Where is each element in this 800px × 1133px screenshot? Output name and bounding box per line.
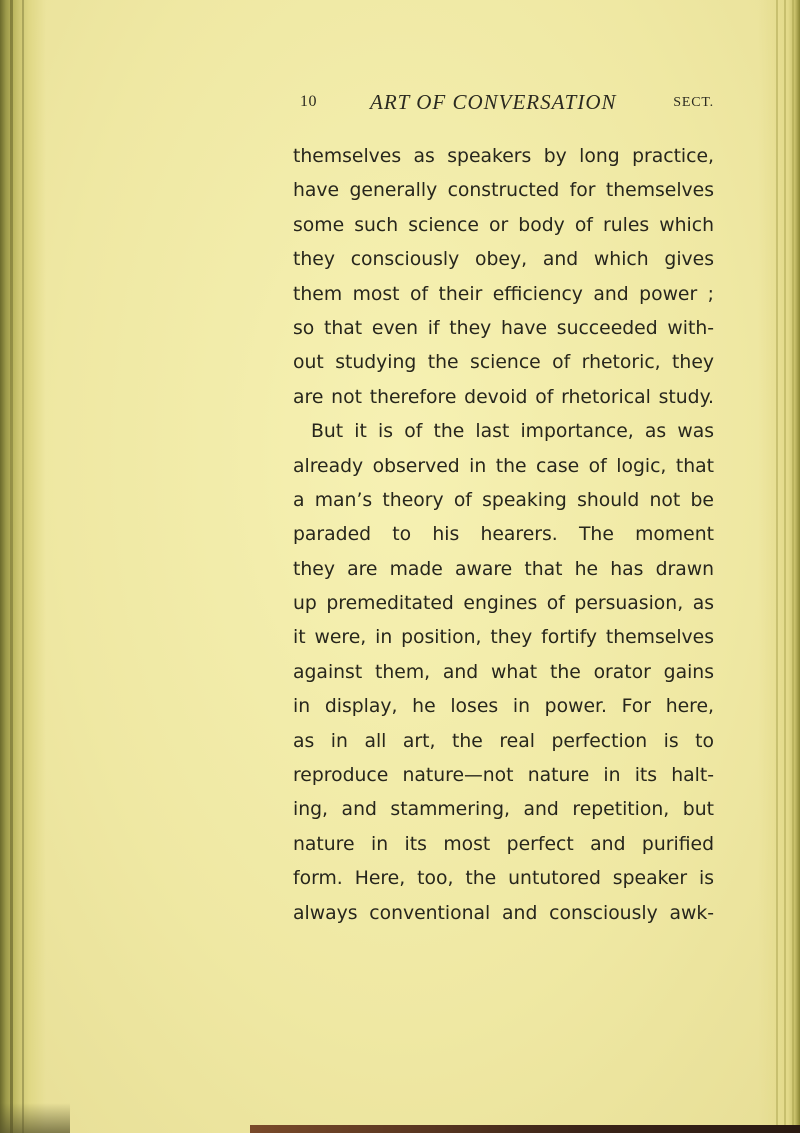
binding-shadow-line [10,0,13,1133]
text-line: always conventional and consciously awk- [293,902,714,924]
text-line: up premeditated engines of persuasion, as [293,593,714,615]
text-line: in display, he loses in power. For here, [293,696,714,718]
page-number: 10 [300,93,317,110]
binding-shadow-line-secondary [22,0,24,1133]
text-line: them most of their efficiency and power ; [293,283,714,305]
text-line: as in all art, the real perfection is to [293,730,714,752]
text-line: ing, and stammering, and repetition, but [293,799,714,821]
text-line: are not therefore devoid of rhetorical study. [293,386,714,408]
page-edges [758,0,800,1133]
text-line: have generally constructed for themselves [293,180,714,202]
text-line: paraded to his hearers. The moment [293,524,714,546]
text-line: some such science or body of rules which [293,214,714,236]
text-line: themselves as speakers by long practice, [293,146,714,167]
bottom-edge-shadow [250,1125,800,1133]
text-line: it were, in position, they fortify themselves [293,627,714,649]
text-line: so that even if they have succeeded with- [293,317,714,339]
text-line: out studying the science of rhetoric, they [293,352,714,374]
text-line: against them, and what the orator gains [293,661,714,683]
page-edge-line [776,0,778,1133]
text-line: form. Here, too, the untutored speaker is [293,868,714,890]
page-edge-line [792,0,794,1133]
text-line: But it is of the last importance, as was [311,421,714,443]
running-header [300,90,714,117]
text-line: reproduce nature—not nature in its halt- [293,765,714,787]
binding-gutter [0,0,46,1133]
text-line: nature in its most perfect and purified [293,833,714,855]
text-line: a man’s theory of speaking should not be [293,489,714,511]
section-label: SECT. [673,95,714,110]
body-paragraph [293,140,714,931]
running-title: ART OF CONVERSATION [370,90,617,114]
text-line: they consciously obey, and which gives [293,249,714,271]
text-line: they are made aware that he has drawn [293,558,714,580]
text-line: already observed in the case of logic, that [293,455,714,477]
page-edge-line [784,0,786,1133]
bottom-corner-shadow [0,1103,70,1133]
